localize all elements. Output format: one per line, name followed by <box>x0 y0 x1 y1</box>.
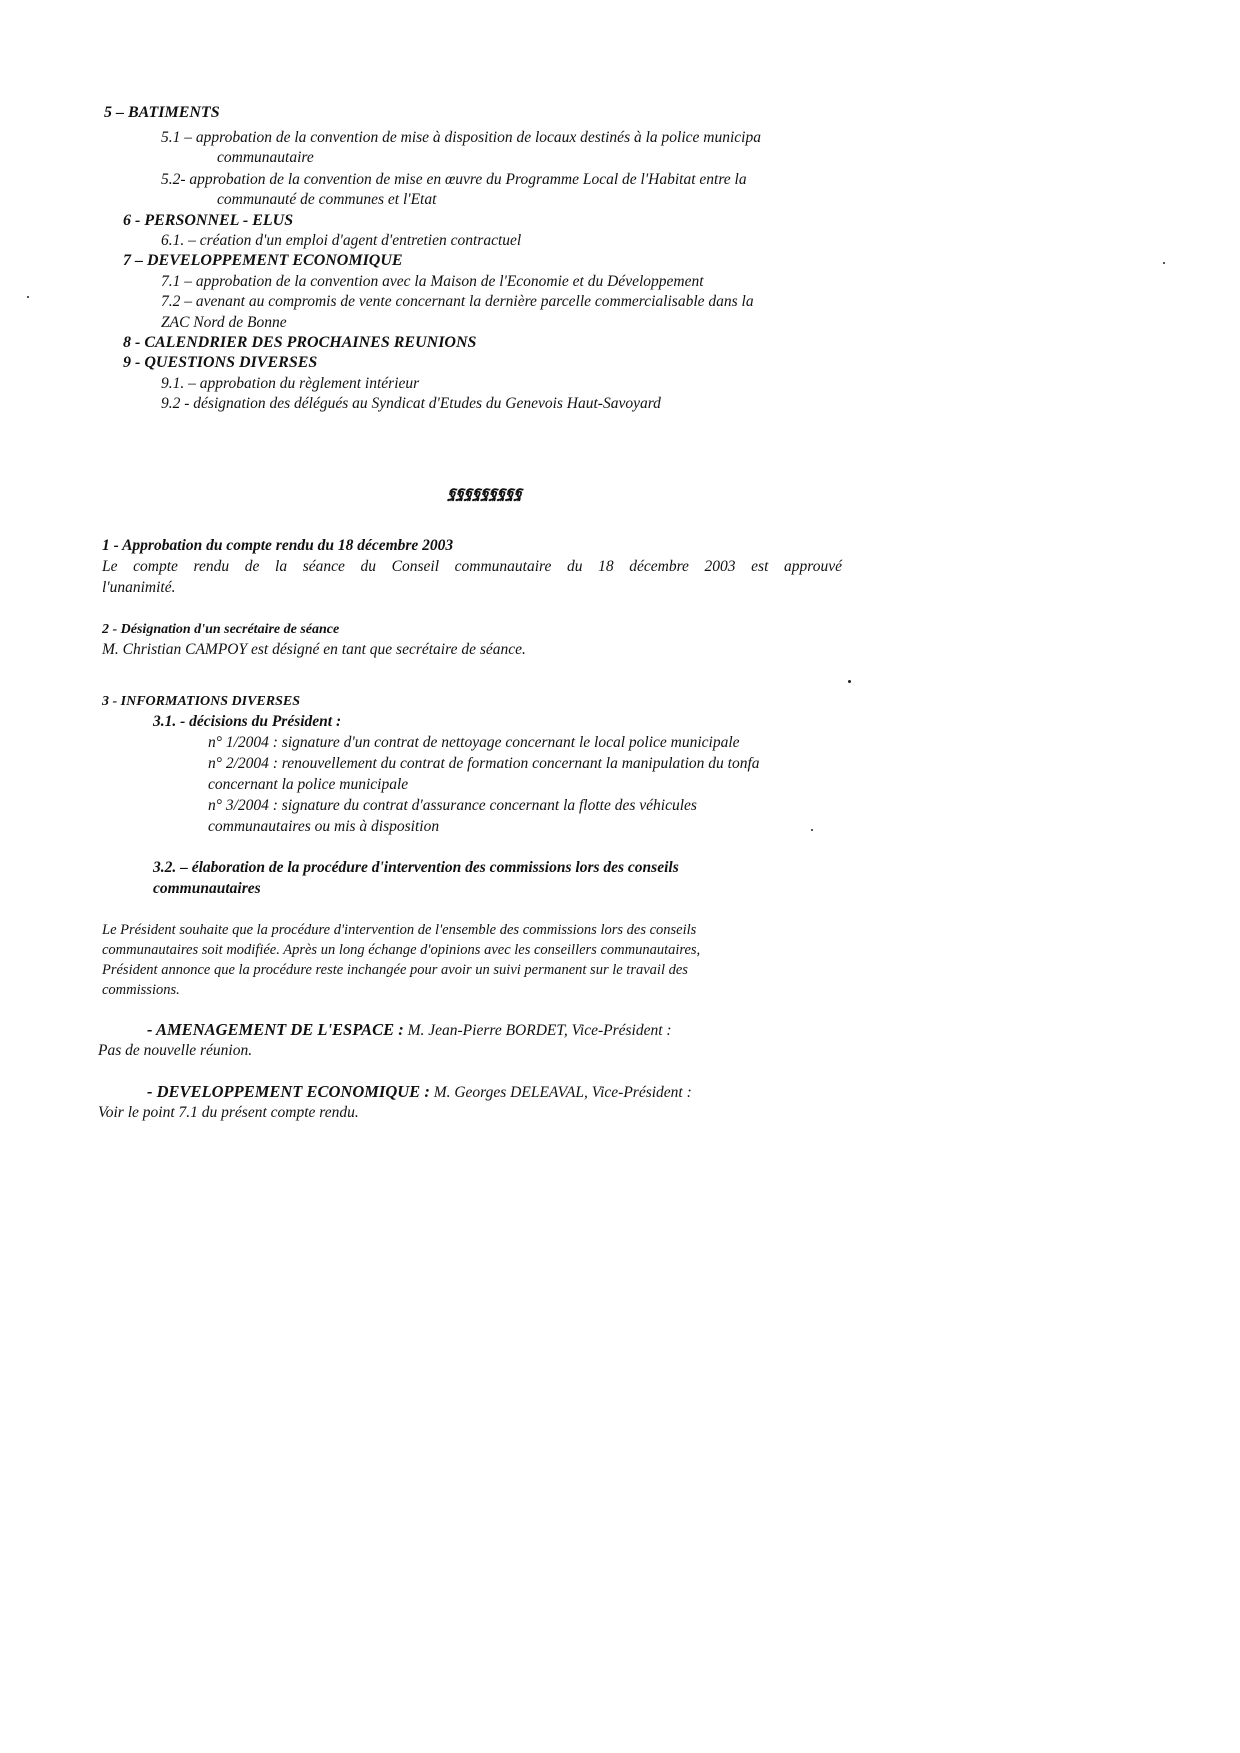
item-5-2-line1: 5.2- approbation de la convention de mise en œuvre du Programme Local de l'Habitat entre la <box>161 171 747 188</box>
point-1-text-line1: Le compte rendu de la séance du Conseil communautaire du 18 décembre 2003 est approuvé <box>102 558 842 575</box>
scan-speck <box>1163 262 1165 264</box>
point-3-2-line1: 3.2. – élaboration de la procédure d'intervention des commissions lors des conseils <box>153 859 679 876</box>
section-8-title: 8 - CALENDRIER DES PROCHAINES REUNIONS <box>123 334 477 351</box>
developpement-text: Voir le point 7.1 du présent compte rendu. <box>98 1104 359 1121</box>
item-5-1-line1: 5.1 – approbation de la convention de mise à disposition de locaux destinés à la police municipa <box>161 129 761 146</box>
point-1-text-line2: l'unanimité. <box>102 579 176 596</box>
amenagement-text: Pas de nouvelle réunion. <box>98 1042 253 1059</box>
point-3-title: 3 - INFORMATIONS DIVERSES <box>102 694 301 709</box>
president-paragraph-line4: commissions. <box>102 982 180 998</box>
decision-3-line2: communautaires ou mis à disposition <box>208 818 440 835</box>
item-5-2-line2: communauté de communes et l'Etat <box>217 191 437 208</box>
section-6-title: 6 - PERSONNEL - ELUS <box>123 212 294 229</box>
item-9-2: 9.2 - désignation des délégués au Syndicat d'Etudes du Genevois Haut-Savoyard <box>161 395 661 412</box>
point-1-title: 1 - Approbation du compte rendu du 18 décembre 2003 <box>102 537 454 554</box>
point-3-1-title: 3.1. - décisions du Président : <box>153 713 342 730</box>
president-paragraph-line3: Président annonce que la procédure reste inchangée pour avoir un suivi permanent sur le travail des <box>102 962 688 978</box>
section-9-title: 9 - QUESTIONS DIVERSES <box>123 354 318 371</box>
item-6-1: 6.1. – création d'un emploi d'agent d'entretien contractuel <box>161 232 522 249</box>
amenagement-label: - AMENAGEMENT DE L'ESPACE : <box>147 1020 404 1039</box>
section-7-title: 7 – DEVELOPPEMENT ECONOMIQUE <box>123 252 403 269</box>
point-2-text: M. Christian CAMPOY est désigné en tant que secrétaire de séance. <box>102 641 526 658</box>
president-paragraph-line2: communautaires soit modifiée. Après un long échange d'opinions avec les conseillers communautaires, <box>102 942 701 958</box>
separator-ornament: ฐฐฐฐฐฐฐฐฐ <box>447 485 523 501</box>
item-5-1-line2: communautaire <box>217 149 314 166</box>
developpement-person: M. Georges DELEAVAL, Vice-Président : <box>429 1084 692 1101</box>
amenagement-line <box>147 1020 672 1041</box>
item-9-1: 9.1. – approbation du règlement intérieur <box>161 375 420 392</box>
section-5-title: 5 – BATIMENTS <box>104 104 220 121</box>
developpement-line <box>147 1082 692 1103</box>
president-paragraph-line1: Le Président souhaite que la procédure d'intervention de l'ensemble des commissions lors des conseils <box>102 922 697 938</box>
scan-speck <box>811 829 813 831</box>
scan-speck <box>848 680 851 683</box>
developpement-label: - DEVELOPPEMENT ECONOMIQUE : <box>147 1082 430 1101</box>
item-7-1: 7.1 – approbation de la convention avec la Maison de l'Economie et du Développement <box>161 273 704 290</box>
point-2-title: 2 - Désignation d'un secrétaire de séance <box>102 622 340 637</box>
decision-2-line1: n° 2/2004 : renouvellement du contrat de formation concernant la manipulation du tonfa <box>208 755 760 772</box>
point-3-2-line2: communautaires <box>153 880 261 897</box>
decision-2-line2: concernant la police municipale <box>208 776 409 793</box>
item-7-2-line1: 7.2 – avenant au compromis de vente concernant la dernière parcelle commercialisable dans la <box>161 293 754 310</box>
decision-1: n° 1/2004 : signature d'un contrat de nettoyage concernant le local police municipale <box>208 734 740 751</box>
decision-3-line1: n° 3/2004 : signature du contrat d'assurance concernant la flotte des véhicules <box>208 797 697 814</box>
item-7-2-line2: ZAC Nord de Bonne <box>161 314 287 331</box>
scan-speck <box>27 296 29 298</box>
amenagement-person: M. Jean-Pierre BORDET, Vice-Président : <box>403 1022 672 1039</box>
